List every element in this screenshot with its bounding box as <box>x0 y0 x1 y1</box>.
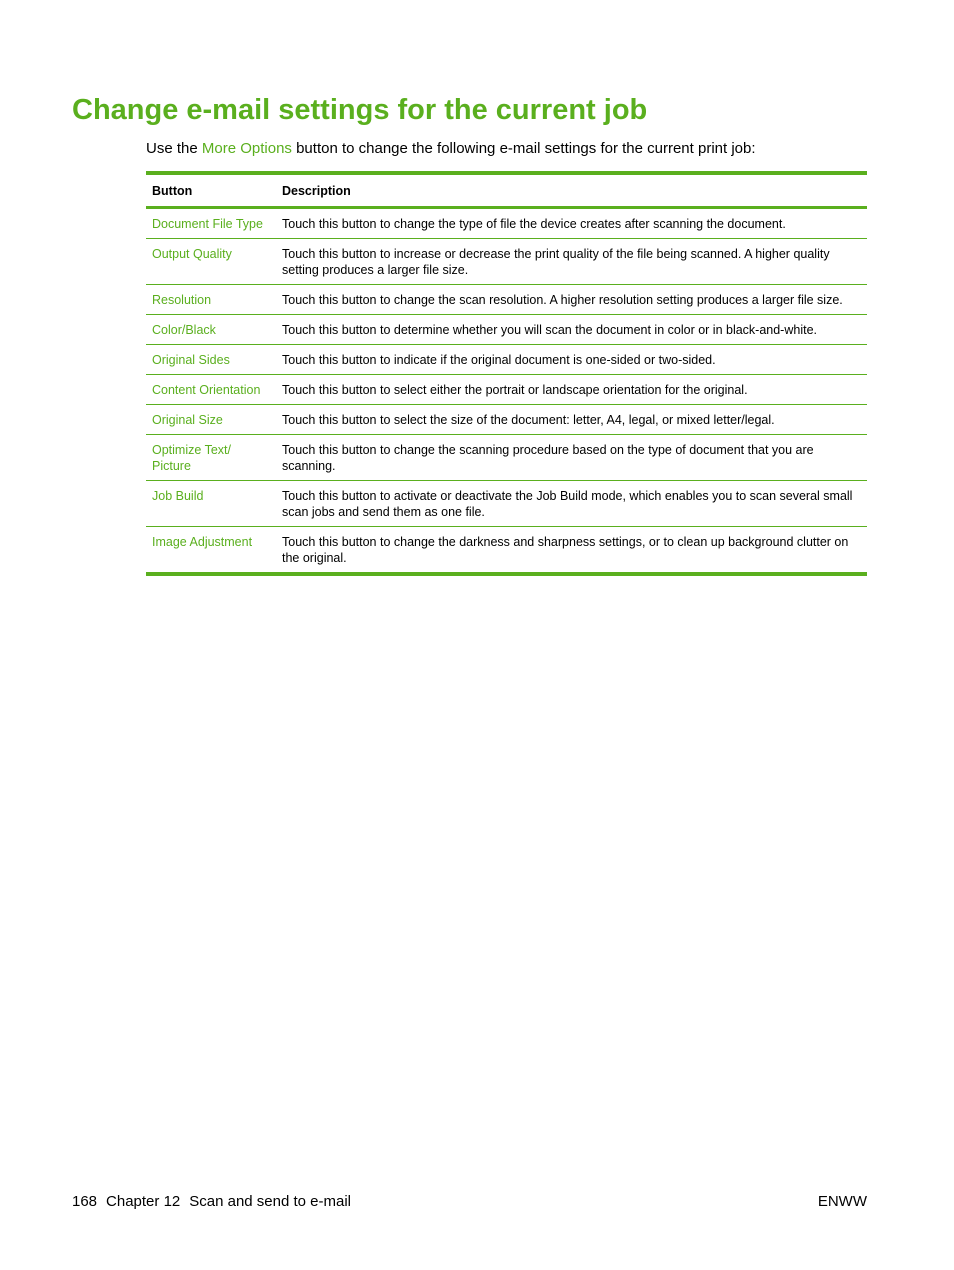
page-number: 168 <box>72 1193 98 1210</box>
row-button-name[interactable]: Resolution <box>152 293 212 307</box>
row-button-name[interactable]: Color/Black <box>152 323 216 337</box>
table-row <box>146 405 867 435</box>
page-title: Change e-mail settings for the current job <box>72 94 648 126</box>
table-row <box>146 239 867 285</box>
row-description: Touch this button to determine whether you will scan the document in color or in black-and-white. <box>282 323 818 337</box>
footer-locale-code: ENWW <box>817 1193 867 1210</box>
row-description: Touch this button to change the scan resolution. A higher resolution setting produces a larger file size. <box>282 293 843 307</box>
row-button-name[interactable]: Optimize Text/ Picture <box>152 443 231 473</box>
settings-table <box>146 171 867 576</box>
row-button-name[interactable]: Document File Type <box>152 217 263 231</box>
row-button-name[interactable]: Output Quality <box>152 247 232 261</box>
row-button-name[interactable]: Original Sides <box>152 353 230 367</box>
intro-text-before: Use the <box>146 140 202 157</box>
table-row <box>146 315 867 345</box>
footer-chapter: Chapter 12 <box>106 1193 181 1210</box>
row-description: Touch this button to change the scanning procedure based on the type of document that you are scanning. <box>282 443 814 473</box>
page-footer <box>72 1192 360 1212</box>
row-button-name[interactable]: Job Build <box>152 489 204 503</box>
table-row <box>146 208 867 239</box>
row-description: Touch this button to change the type of file the device creates after scanning the document. <box>282 217 786 231</box>
row-button-name[interactable]: Image Adjustment <box>152 535 253 549</box>
table-row <box>146 481 867 527</box>
table-row <box>146 345 867 375</box>
row-description: Touch this button to change the darkness and sharpness settings, or to clean up background clutter on the original. <box>282 535 849 565</box>
intro-paragraph <box>146 138 756 160</box>
footer-section: Scan and send to e-mail <box>189 1193 352 1210</box>
row-description: Touch this button to activate or deactivate the Job Build mode, which enables you to scan several small scan jobs and send them as one file. <box>282 489 853 519</box>
table-row <box>146 375 867 405</box>
row-description: Touch this button to indicate if the original document is one-sided or two-sided. <box>282 353 716 367</box>
header-description: Description <box>282 184 351 198</box>
more-options-link[interactable]: More Options <box>201 140 292 157</box>
table-row <box>146 527 867 575</box>
row-description: Touch this button to select the size of the document: letter, A4, legal, or mixed letter/legal. <box>282 413 775 427</box>
row-description: Touch this button to increase or decrease the print quality of the file being scanned. A higher quality setting produces a larger file size. <box>282 247 830 277</box>
intro-text-after: button to change the following e-mail settings for the current print job: <box>291 140 756 157</box>
row-description: Touch this button to select either the portrait or landscape orientation for the original. <box>282 383 748 397</box>
row-button-name[interactable]: Original Size <box>152 413 223 427</box>
header-button: Button <box>152 184 193 198</box>
table-row <box>146 285 867 315</box>
row-button-name[interactable]: Content Orientation <box>152 383 261 397</box>
table-row <box>146 435 867 481</box>
table-header-row <box>146 173 867 208</box>
